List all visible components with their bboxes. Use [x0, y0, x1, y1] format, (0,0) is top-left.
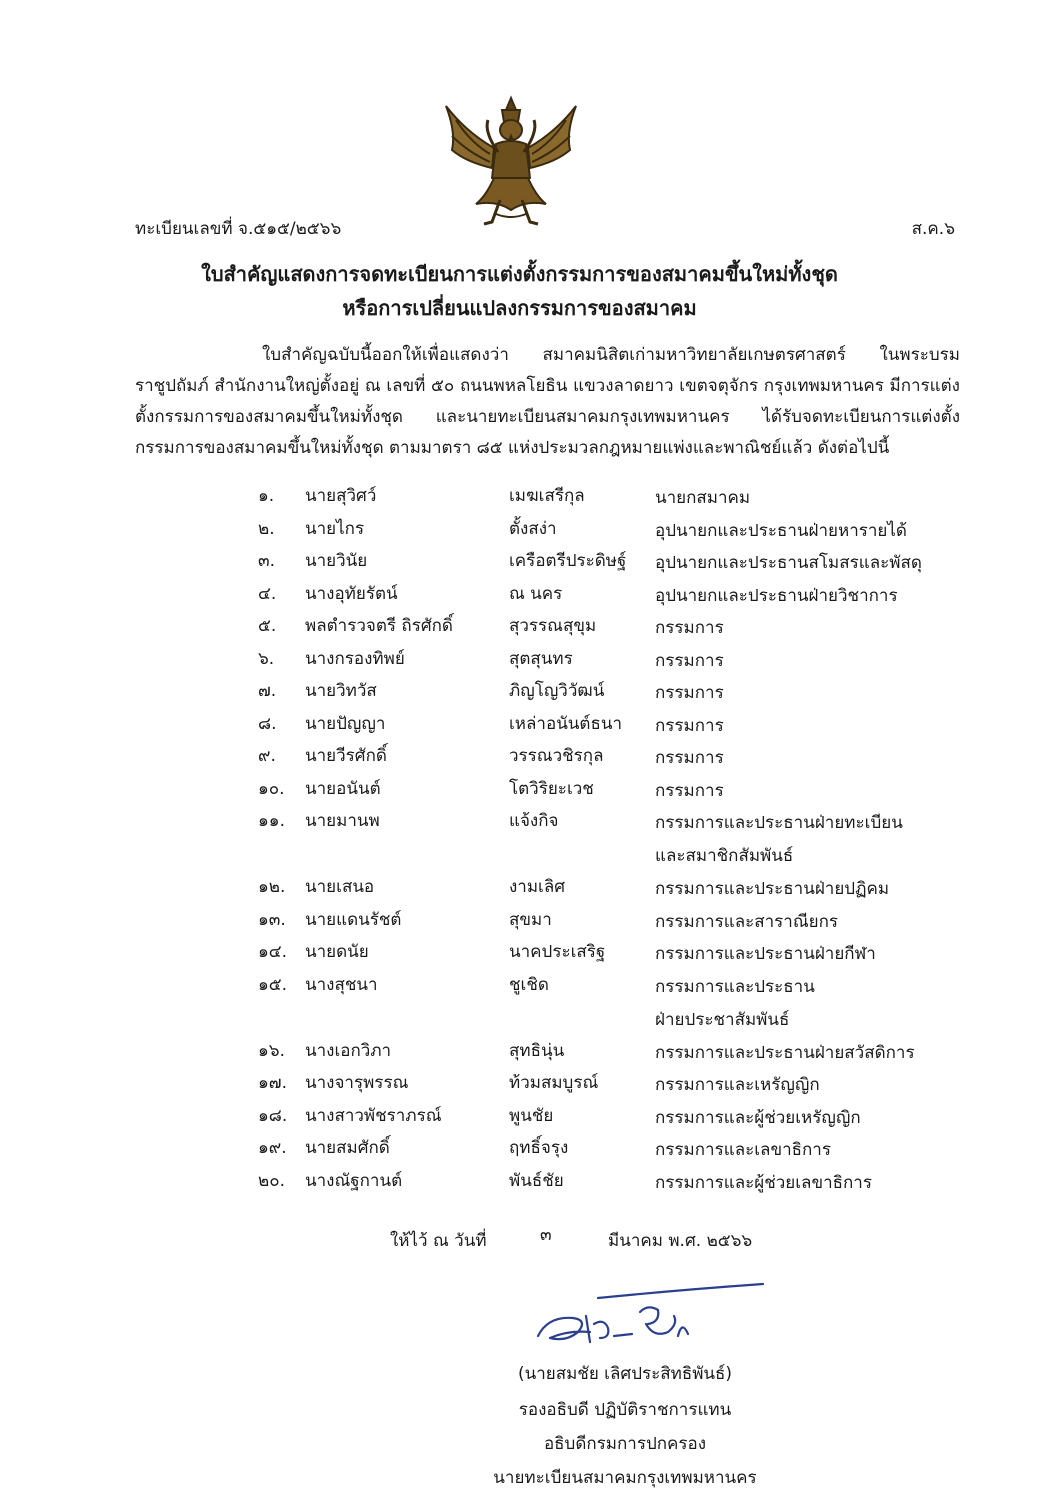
issue-day: ๓ [540, 1225, 552, 1245]
signer-name: (นายสมชัย เลิศประสิทธิพันธ์) [517, 1364, 733, 1384]
member-row [0, 708, 1039, 741]
member-row [0, 1035, 1039, 1068]
member-first-name: นางจารุพรรณ [305, 1073, 409, 1093]
member-number: ๑๓. [258, 909, 286, 930]
member-position: นายกสมาคม [655, 488, 751, 508]
member-last-name: เครือตรีประดิษฐ์ [509, 551, 627, 571]
member-last-name: สุวรรณสุขุม [509, 616, 597, 636]
member-last-name: ท้วมสมบูรณ์ [509, 1073, 599, 1093]
member-row [0, 578, 1039, 611]
member-row [0, 675, 1039, 708]
member-first-name: นายเสนอ [305, 877, 375, 897]
member-position: กรรมการ [655, 618, 724, 638]
member-first-name: นางอุทัยรัตน์ [305, 583, 398, 604]
member-number: ๔. [258, 583, 277, 604]
member-position: อุปนายกและประธานฝ่ายวิชาการ [655, 585, 898, 606]
member-list [0, 480, 1039, 1197]
member-number: ๖. [258, 648, 275, 669]
member-last-name: สุทธินุ่น [509, 1040, 565, 1061]
handwritten-signature-icon [528, 1276, 773, 1366]
member-position: กรรมการและเหรัญญิก [655, 1075, 820, 1095]
member-position: อุปนายกและประธานฝ่ายหารายได้ [655, 520, 907, 541]
member-row [0, 643, 1039, 676]
member-first-name: นายแดนรัชต์ [305, 909, 402, 930]
member-last-name: สุตสุนทร [509, 648, 573, 669]
member-row [0, 513, 1039, 546]
member-first-name: นางเอกวิภา [305, 1040, 392, 1061]
member-first-name: นางกรองทิพย์ [305, 648, 405, 669]
member-position: กรรมการ [655, 650, 724, 671]
member-last-name: วรรณวชิรกุล [509, 746, 604, 766]
member-position: กรรมการ [655, 683, 724, 703]
member-first-name: นายวีรศักดิ์ [305, 746, 387, 766]
member-position: กรรมการและประธานฝ่ายกีฬา [655, 944, 876, 964]
member-row [0, 1067, 1039, 1100]
member-first-name: นางสาวพัชราภรณ์ [305, 1105, 442, 1126]
member-last-name: เมฆเสรีกุล [509, 486, 585, 506]
member-position: กรรมการและประธานฝ่ายปฏิคม [655, 879, 890, 899]
signer-title-3: นายทะเบียนสมาคมกรุงเทพมหานคร [493, 1468, 757, 1488]
member-row [0, 1165, 1039, 1198]
member-first-name: นางสุชนา [305, 974, 378, 995]
signer-title-2: อธิบดีกรมการปกครอง [543, 1434, 707, 1454]
intro-text: ใบสำคัญฉบับนี้ออกให้เพื่อแสดงว่า สมาคมนิสิตเก่ามหาวิทยาลัยเกษตรศาสตร์ ในพระบรมราชูปถัมภ์ สำนักงานใหญ่ตั้งอยู่ ณ เลขที่ ๕๐ ถนนพหลโยธิน แขวงลาดยาว เขตจตุจักร กรุงเทพมหานคร มีการแต่งตั้งกรรมการของสมาคมขึ้นใหม่ทั้งชุด และนายทะเบียนสมาคมกรุงเทพมหานคร ได้รับจดทะเบียนการแต่งตั้งกรรมการของสมาคมขึ้นใหม่ทั้งชุด ตามมาตรา ๘๕ แห่งประมวลกฎหมายแพ่งและพาณิชย์แล้ว ดังต่อไปนี้ [135, 345, 960, 458]
member-last-name: สุขมา [509, 909, 552, 930]
member-first-name: นายวินัย [305, 551, 368, 571]
member-row [0, 480, 1039, 513]
registration-number: ทะเบียนเลขที่ จ.๕๑๕/๒๕๖๖ [135, 219, 342, 239]
member-position: กรรมการ [655, 748, 724, 768]
member-row [0, 904, 1039, 937]
document-title-line-2: หรือการเปลี่ยนแปลงกรรมการของสมาคม [342, 296, 697, 320]
member-position: กรรมการและประธาน [655, 976, 815, 997]
member-number: ๓. [258, 551, 276, 571]
member-row [0, 936, 1039, 969]
member-first-name: นายอนันต์ [305, 778, 381, 799]
member-number: ๑๗. [258, 1073, 287, 1093]
signer-title-1: รองอธิบดี ปฏิบัติราชการแทน [518, 1400, 732, 1420]
member-last-name: ณ นคร [509, 583, 563, 604]
member-first-name: พลตำรวจตรี ถิรศักดิ์ [305, 616, 453, 636]
member-number: ๗. [258, 681, 277, 701]
member-number: ๑. [258, 486, 275, 506]
member-position-continued: ฝ่ายประชาสัมพันธ์ [655, 1009, 790, 1030]
member-last-name: นาคประเสริฐ [509, 942, 606, 962]
member-row [0, 545, 1039, 578]
member-number: ๕. [258, 616, 277, 636]
member-first-name: นายปัญญา [305, 713, 386, 734]
member-number: ๙. [258, 746, 276, 766]
member-row [0, 610, 1039, 643]
member-row [0, 969, 1039, 1035]
member-row [0, 871, 1039, 904]
member-last-name: แจ้งกิจ [509, 811, 559, 831]
member-last-name: ตั้งสง่า [509, 518, 557, 539]
member-last-name: พูนชัย [509, 1105, 554, 1126]
member-last-name: พันธ์ชัย [509, 1170, 564, 1191]
member-position-continued: และสมาชิกสัมพันธ์ [655, 846, 794, 866]
member-last-name: ชูเชิด [509, 974, 549, 995]
member-position: กรรมการและเลขาธิการ [655, 1140, 831, 1160]
member-number: ๑๒. [258, 877, 286, 897]
member-position: อุปนายกและประธานสโมสรและพัสดุ [655, 553, 922, 573]
member-row [0, 1132, 1039, 1165]
member-last-name: ภิญโญวิวัฒน์ [509, 681, 605, 701]
member-first-name: นางณัฐกานต์ [305, 1170, 403, 1191]
member-row [0, 1100, 1039, 1133]
member-position: กรรมการและผู้ช่วยเลขาธิการ [655, 1172, 872, 1193]
member-number: ๒๐. [258, 1170, 285, 1191]
member-number: ๑๙. [258, 1138, 287, 1158]
member-first-name: นายดนัย [305, 942, 369, 962]
member-position: กรรมการและประธานฝ่ายสวัสดิการ [655, 1042, 915, 1063]
member-first-name: นายสุวิศว์ [305, 486, 377, 506]
member-number: ๑๕. [258, 974, 288, 995]
member-row [0, 773, 1039, 806]
member-position: กรรมการ [655, 715, 724, 736]
member-first-name: นายไกร [305, 518, 365, 539]
member-number: ๑๑. [258, 811, 285, 831]
member-number: ๑๐. [258, 778, 285, 799]
document-title-line-1: ใบสำคัญแสดงการจดทะเบียนการแต่งตั้งกรรมการของสมาคมขึ้นใหม่ทั้งชุด [201, 262, 838, 286]
member-number: ๑๘. [258, 1105, 288, 1126]
member-number: ๘. [258, 713, 277, 734]
member-number: ๑๖. [258, 1040, 285, 1061]
member-position: กรรมการ [655, 780, 724, 801]
member-number: ๑๔. [258, 942, 288, 962]
member-position: กรรมการและผู้ช่วยเหรัญญิก [655, 1107, 861, 1128]
member-last-name: เหล่าอนันต์ธนา [509, 713, 623, 734]
member-first-name: นายมานพ [305, 811, 380, 831]
form-code: ส.ค.๖ [911, 219, 955, 239]
member-last-name: โตวิริยะเวช [509, 778, 594, 799]
member-last-name: ฤทธิ์จรุง [509, 1138, 569, 1158]
intro-paragraph [135, 340, 960, 464]
member-position: กรรมการและสาราณียกร [655, 911, 838, 932]
member-position: กรรมการและประธานฝ่ายทะเบียน [655, 813, 903, 833]
member-first-name: นายวิทวัส [305, 681, 377, 701]
garuda-emblem-icon [436, 92, 586, 232]
issue-month-year: มีนาคม พ.ศ. ๒๕๖๖ [608, 1231, 753, 1251]
member-row [0, 740, 1039, 773]
member-number: ๒. [258, 518, 275, 539]
member-last-name: งามเลิศ [509, 877, 566, 897]
member-row [0, 805, 1039, 871]
member-first-name: นายสมศักดิ์ [305, 1138, 390, 1158]
issue-date-label: ให้ไว้ ณ วันที่ [390, 1231, 487, 1251]
